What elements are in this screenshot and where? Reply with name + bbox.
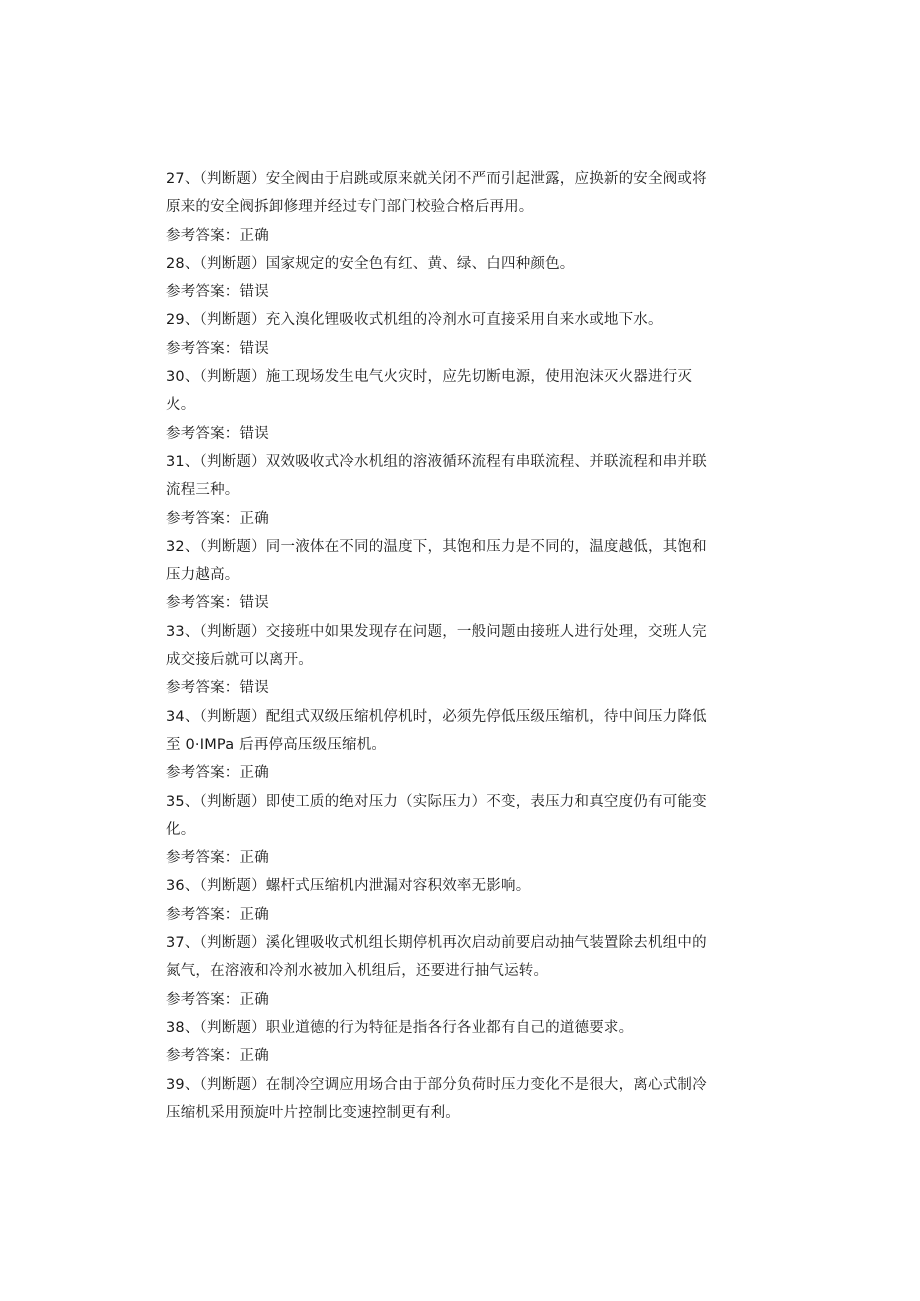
answer-30: 参考答案：错误: [166, 425, 269, 442]
answer-38: 参考答案：正确: [166, 1048, 269, 1065]
question-30-line-1: 30、（判断题）施工现场发生电气火灾时，应先切断电源，使用泡沫灭火器进行灭: [166, 369, 693, 386]
question-31-line-2: 流程三种。: [166, 482, 240, 499]
question-37-line-1: 37、（判断题）溪化锂吸收式机组长期停机再次启动前要启动抽气装置除去机组中的: [166, 935, 707, 952]
question-34-line-2: 至 0·IMPa 后再停高压级压缩机。: [166, 736, 387, 753]
question-39-line-1: 39、（判断题）在制冷空调应用场合由于部分负荷时压力变化不是很大，离心式制冷: [166, 1076, 707, 1093]
question-30-line-2: 火。: [166, 397, 196, 414]
question-27-line-1: 27、（判断题）安全阀由于启跳或原来就关闭不严而引起泄露，应换新的安全阀或将: [166, 171, 707, 187]
question-28-line-1: 28、（判断题）国家规定的安全色有红、黄、绿、白四种颜色。: [166, 255, 575, 272]
question-35-line-1: 35、（判断题）即使工质的绝对压力（实际压力）不变，表压力和真空度仍有可能变: [166, 793, 707, 810]
question-31-line-1: 31、（判断题）双效吸收式冷水机组的溶液循环流程有串联流程、并联流程和串并联: [166, 453, 707, 470]
answer-28: 参考答案：错误: [166, 284, 269, 301]
answer-37: 参考答案：正确: [166, 991, 269, 1008]
answer-35: 参考答案：正确: [166, 850, 269, 867]
answer-29: 参考答案：错误: [166, 340, 269, 357]
question-35-line-2: 化。: [166, 821, 196, 838]
answer-32: 参考答案：错误: [166, 595, 269, 612]
answer-27: 参考答案：正确: [166, 227, 269, 244]
question-39-line-2: 压缩机采用预旋叶片控制比变速控制更有利。: [166, 1104, 460, 1121]
question-36-line-1: 36、（判断题）螺杆式压缩机内泄漏对容积效率无影响。: [166, 878, 531, 895]
answer-36: 参考答案：正确: [166, 906, 269, 923]
question-29-line-1: 29、（判断题）充入溴化锂吸收式机组的冷剂水可直接采用自来水或地下水。: [166, 312, 663, 329]
question-33-line-1: 33、（判断题）交接班中如果发现存在问题，一般问题由接班人进行处理，交班人完: [166, 623, 707, 640]
question-37-line-2: 氮气，在溶液和冷剂水被加入机组后，还要进行抽气运转。: [166, 963, 549, 980]
answer-33: 参考答案：错误: [166, 680, 269, 697]
question-34-line-1: 34、（判断题）配组式双级压缩机停机时，必须先停低压级压缩机，待中间压力降低: [166, 708, 707, 725]
answer-31: 参考答案：正确: [166, 510, 269, 527]
question-32-line-2: 压力越高。: [166, 567, 240, 584]
question-33-line-2: 成交接后就可以离开。: [166, 652, 313, 669]
question-27-line-2: 原来的安全阀拆卸修理并经过专门部门校验合格后再用。: [166, 199, 534, 216]
answer-34: 参考答案：正确: [166, 765, 269, 782]
question-32-line-1: 32、（判断题）同一液体在不同的温度下，其饱和压力是不同的，温度越低，其饱和: [166, 538, 707, 555]
question-38-line-1: 38、（判断题）职业道德的行为特征是指各行各业都有自己的道德要求。: [166, 1019, 634, 1036]
document-page: [166, 165, 746, 1127]
